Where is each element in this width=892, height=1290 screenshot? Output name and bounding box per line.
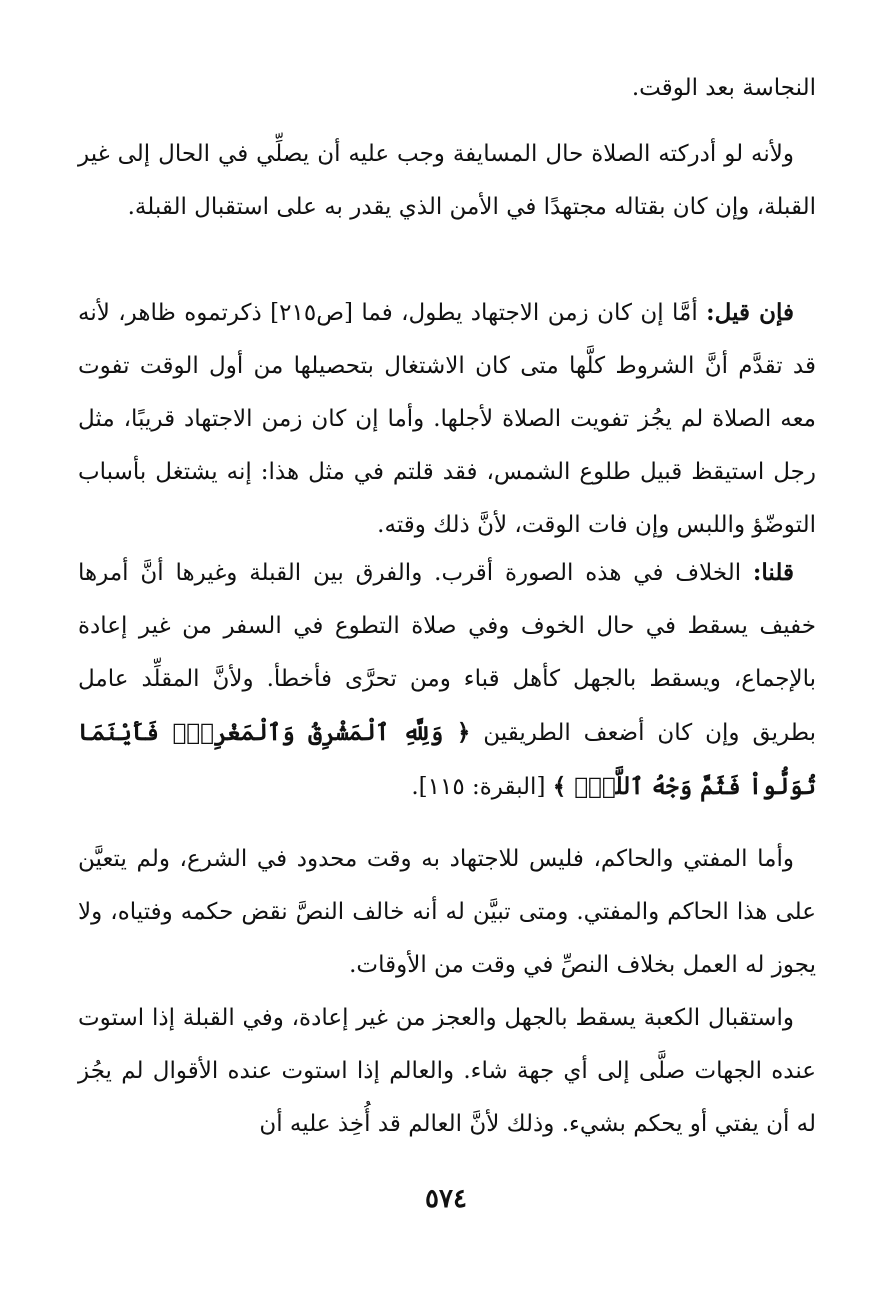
paragraph-answer [78,546,816,814]
quran-verse: ﴿ وَلِلَّهِ ٱلْمَشْرِقُ وَٱلْمَغْرِبُۚ فَأَيْنَمَا تُوَلُّواْ فَثَمَّ وَجْهُ ٱللَّهِۚ ﴾ [78,719,816,800]
paragraph-musayafa [78,128,816,234]
paragraph-kaaba [78,992,816,1151]
answer-lead: قلنا: [752,559,794,586]
paragraph-objection [78,286,816,552]
paragraph-text: واستقبال الكعبة يسقط بالجهل والعجز من غير إعادة، وفي القبلة إذا استوت عنده الجهات صلَّى إلى أي جهة شاء. والعالم إذا استوت عنده الأقوال لم يجُز له أن يفتي أو يحكم بشيء. وذلك لأنَّ العالم قد أُخِذ عليه أن [78,1005,816,1137]
paragraph-text: أمَّا إن كان زمن الاجتهاد يطول، فما [ص٢١٥] ذكرتموه ظاهر، لأنه قد تقدَّم أنَّ الشروط كلَّها متى كان الاشتغال بتحصيلها من أول الوقت تفوت معه الصلاة لم يجُز تفويت الصلاة لأجلها. وأما إن كان زمن الاجتهاد قريبًا، مثل رجل استيقظ قبيل طلوع الشمس، فقد قلتم في مثل هذا: إنه يشتغل بأسباب التوضّؤ واللبس وإن فات الوقت، لأنَّ ذلك وقته. [78,300,816,538]
paragraph-mufti [78,833,816,992]
objection-lead: فإن قيل: [706,299,795,326]
verse-reference: [البقرة: ١١٥]. [411,774,546,800]
paragraph-text: وأما المفتي والحاكم، فليس للاجتهاد به وقت محدود في الشرع، ولم يتعيَّن على هذا الحاكم والمفتي. ومتى تبيَّن له أنه خالف النصَّ نقض حكمه وفتياه، ولا يجوز له العمل بخلاف النصِّ في وقت من الأوقات. [78,846,816,978]
paragraph-text: الخلاف في هذه الصورة أقرب. والفرق بين القبلة وغيرها أنَّ أمرها خفيف يسقط في حال الخوف وفي صلاة التطوع في السفر من غير إعادة بالإجماع، ويسقط بالجهل كأهل قباء ومن تحرَّى فأخطأ. ولأنَّ المقلِّد عامل بطريق وإن كان أضعف الطريقين [78,560,816,746]
page-number: ٥٧٤ [425,1184,467,1214]
paragraph-text: النجاسة بعد الوقت. [631,75,816,101]
paragraph-text: ولأنه لو أدركته الصلاة حال المسايفة وجب عليه أن يصلِّي في الحال إلى غير القبلة، وإن كان بقتاله مجتهدًا في الأمن الذي يقدر به على استقبال القبلة. [78,141,816,220]
paragraph-continuation [78,62,816,115]
